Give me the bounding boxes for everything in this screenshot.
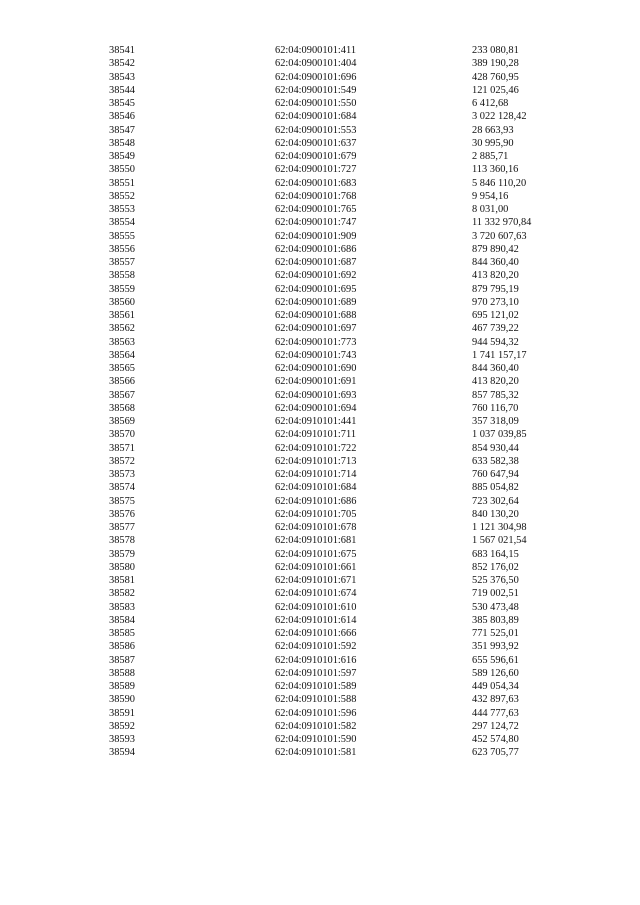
row-number: 38578	[109, 535, 135, 547]
table-row	[109, 495, 589, 508]
table-row	[109, 216, 589, 229]
row-number: 38559	[109, 283, 135, 295]
cadastral-value: 432 897,63	[472, 694, 519, 706]
row-number: 38570	[109, 429, 135, 441]
cadastral-value: 449 054,34	[472, 681, 519, 692]
cadastral-number: 62:04:0910101:614	[275, 614, 357, 626]
table-row	[109, 322, 589, 335]
cadastral-number: 62:04:0900101:694	[275, 402, 357, 414]
table-row	[109, 71, 589, 84]
cadastral-number: 62:04:0900101:747	[275, 217, 357, 229]
row-number: 38560	[109, 296, 135, 308]
cadastral-value: 357 318,09	[472, 416, 519, 427]
cadastral-value: 1 741 157,17	[472, 349, 527, 361]
table-row	[109, 587, 589, 600]
table-row	[109, 667, 589, 680]
row-number: 38555	[109, 230, 135, 242]
cadastral-value: 879 890,42	[472, 243, 519, 255]
table-row	[109, 150, 589, 163]
cadastral-number: 62:04:0910101:441	[275, 416, 357, 427]
cadastral-value: 1 121 304,98	[472, 522, 527, 533]
cadastral-value: 655 596,61	[472, 654, 519, 666]
row-number: 38562	[109, 323, 135, 335]
cadastral-number: 62:04:0900101:553	[275, 124, 357, 136]
table-row	[109, 57, 589, 70]
table-row	[109, 415, 589, 428]
table-row	[109, 283, 589, 296]
cadastral-number: 62:04:0900101:909	[275, 230, 357, 242]
table-row	[109, 163, 589, 176]
row-number: 38548	[109, 137, 135, 149]
cadastral-number: 62:04:0900101:549	[275, 84, 357, 96]
cadastral-value: 297 124,72	[472, 720, 519, 732]
table-row	[109, 97, 589, 110]
cadastral-value: 854 930,44	[472, 442, 519, 454]
cadastral-number: 62:04:0900101:697	[275, 323, 357, 335]
cadastral-number: 62:04:0910101:674	[275, 588, 357, 600]
cadastral-number: 62:04:0910101:714	[275, 469, 357, 480]
cadastral-value: 444 777,63	[472, 707, 519, 719]
table-row	[109, 601, 589, 614]
cadastral-number: 62:04:0910101:596	[275, 707, 357, 719]
row-number: 38573	[109, 469, 135, 480]
row-number: 38576	[109, 508, 135, 520]
table-row	[109, 693, 589, 706]
cadastral-value: 389 190,28	[472, 58, 519, 70]
cadastral-value: 30 995,90	[472, 137, 514, 149]
cadastral-value: 879 795,19	[472, 283, 519, 295]
row-number: 38584	[109, 614, 135, 626]
table-row	[109, 548, 589, 561]
cadastral-value: 530 473,48	[472, 601, 519, 613]
row-number: 38545	[109, 98, 135, 109]
cadastral-number: 62:04:0900101:695	[275, 283, 357, 295]
cadastral-number: 62:04:0900101:550	[275, 98, 357, 109]
row-number: 38577	[109, 522, 135, 533]
cadastral-number: 62:04:0910101:671	[275, 575, 357, 586]
row-number: 38546	[109, 111, 135, 123]
row-number: 38583	[109, 601, 135, 613]
cadastral-number: 62:04:0910101:589	[275, 681, 357, 692]
row-number: 38553	[109, 204, 135, 215]
cadastral-number: 62:04:0900101:773	[275, 336, 357, 348]
cadastral-value: 525 376,50	[472, 575, 519, 586]
cadastral-value: 2 885,71	[472, 151, 509, 162]
table-row	[109, 243, 589, 256]
table-row	[109, 375, 589, 388]
cadastral-value: 840 130,20	[472, 508, 519, 520]
cadastral-value: 844 360,40	[472, 363, 519, 374]
row-number: 38575	[109, 495, 135, 507]
table-row	[109, 269, 589, 282]
table-row	[109, 203, 589, 216]
table-row	[109, 481, 589, 494]
cadastral-number: 62:04:0910101:597	[275, 667, 357, 679]
row-number: 38566	[109, 376, 135, 388]
cadastral-value: 760 647,94	[472, 469, 519, 480]
table-row	[109, 654, 589, 667]
row-number: 38572	[109, 455, 135, 467]
cadastral-number: 62:04:0910101:590	[275, 734, 357, 745]
cadastral-value: 121 025,46	[472, 84, 519, 96]
row-number: 38557	[109, 257, 135, 268]
cadastral-number: 62:04:0900101:693	[275, 389, 357, 401]
table-row	[109, 110, 589, 123]
cadastral-value: 970 273,10	[472, 296, 519, 308]
cadastral-number: 62:04:0910101:686	[275, 495, 357, 507]
row-number: 38586	[109, 641, 135, 653]
row-number: 38550	[109, 164, 135, 176]
row-number: 38556	[109, 243, 135, 255]
cadastral-number: 62:04:0900101:404	[275, 58, 357, 70]
row-number: 38579	[109, 548, 135, 560]
table-row	[109, 733, 589, 746]
table-row	[109, 389, 589, 402]
row-number: 38574	[109, 482, 135, 494]
cadastral-value: 857 785,32	[472, 389, 519, 401]
row-number: 38590	[109, 694, 135, 706]
cadastral-number: 62:04:0900101:768	[275, 190, 357, 202]
cadastral-number: 62:04:0910101:666	[275, 628, 357, 639]
row-number: 38563	[109, 336, 135, 348]
cadastral-number: 62:04:0910101:610	[275, 601, 357, 613]
cadastral-number: 62:04:0900101:691	[275, 376, 357, 388]
row-number: 38551	[109, 177, 135, 189]
cadastral-number: 62:04:0910101:588	[275, 694, 357, 706]
table-row	[109, 230, 589, 243]
cadastral-number: 62:04:0900101:696	[275, 71, 357, 83]
cadastral-number: 62:04:0910101:681	[275, 535, 357, 547]
row-number: 38569	[109, 416, 135, 427]
cadastral-number: 62:04:0910101:661	[275, 561, 357, 573]
row-number: 38592	[109, 720, 135, 732]
row-number: 38554	[109, 217, 135, 229]
table-row	[109, 124, 589, 137]
row-number: 38593	[109, 734, 135, 745]
cadastral-number: 62:04:0900101:688	[275, 310, 357, 321]
row-number: 38542	[109, 58, 135, 70]
table-row	[109, 468, 589, 481]
cadastral-value: 11 332 970,84	[472, 217, 532, 229]
table-row	[109, 256, 589, 269]
cadastral-value: 589 126,60	[472, 667, 519, 679]
cadastral-number: 62:04:0900101:679	[275, 151, 357, 162]
cadastral-number: 62:04:0910101:678	[275, 522, 357, 533]
cadastral-number: 62:04:0910101:616	[275, 654, 357, 666]
table-row	[109, 336, 589, 349]
cadastral-number: 62:04:0900101:684	[275, 111, 357, 123]
cadastral-value: 351 993,92	[472, 641, 519, 653]
cadastral-value: 3 022 128,42	[472, 111, 527, 123]
cadastral-value: 3 720 607,63	[472, 230, 527, 242]
cadastral-number: 62:04:0910101:722	[275, 442, 357, 454]
cadastral-value: 760 116,70	[472, 402, 519, 414]
row-number: 38543	[109, 71, 135, 83]
cadastral-value: 844 360,40	[472, 257, 519, 268]
cadastral-value: 5 846 110,20	[472, 177, 527, 189]
table-row	[109, 534, 589, 547]
cadastral-number: 62:04:0910101:582	[275, 720, 357, 732]
row-number: 38544	[109, 84, 135, 96]
row-number: 38582	[109, 588, 135, 600]
table-row	[109, 362, 589, 375]
row-number: 38581	[109, 575, 135, 586]
cadastral-value: 385 803,89	[472, 614, 519, 626]
cadastral-number: 62:04:0900101:686	[275, 243, 357, 255]
table-row	[109, 349, 589, 362]
row-number: 38594	[109, 747, 135, 759]
cadastral-number: 62:04:0910101:713	[275, 455, 357, 467]
cadastral-value: 683 164,15	[472, 548, 519, 560]
row-number: 38588	[109, 667, 135, 679]
cadastral-number: 62:04:0910101:675	[275, 548, 357, 560]
cadastral-number: 62:04:0900101:743	[275, 349, 357, 361]
table-row	[109, 296, 589, 309]
row-number: 38589	[109, 681, 135, 692]
cadastral-number: 62:04:0910101:581	[275, 747, 357, 759]
cadastral-value: 623 705,77	[472, 747, 519, 759]
table-row	[109, 309, 589, 322]
row-number: 38585	[109, 628, 135, 639]
cadastral-value: 1 567 021,54	[472, 535, 527, 547]
table-row	[109, 720, 589, 733]
table-row	[109, 402, 589, 415]
row-number: 38547	[109, 124, 135, 136]
cadastral-value: 28 663,93	[472, 124, 514, 136]
cadastral-value: 723 302,64	[472, 495, 519, 507]
cadastral-number: 62:04:0910101:592	[275, 641, 357, 653]
table-row	[109, 746, 589, 759]
cadastral-number: 62:04:0900101:689	[275, 296, 357, 308]
cadastral-value: 633 582,38	[472, 455, 519, 467]
cadastral-value: 9 954,16	[472, 190, 509, 202]
cadastral-number: 62:04:0910101:711	[275, 429, 357, 441]
cadastral-value: 233 080,81	[472, 45, 519, 56]
row-number: 38587	[109, 654, 135, 666]
row-number: 38571	[109, 442, 135, 454]
table-row	[109, 614, 589, 627]
row-number: 38564	[109, 349, 135, 361]
table-row	[109, 508, 589, 521]
table-row	[109, 707, 589, 720]
cadastral-value: 467 739,22	[472, 323, 519, 335]
cadastral-number: 62:04:0910101:705	[275, 508, 357, 520]
cadastral-number: 62:04:0900101:692	[275, 270, 357, 282]
cadastral-number: 62:04:0900101:727	[275, 164, 357, 176]
table-row	[109, 442, 589, 455]
row-number: 38568	[109, 402, 135, 414]
cadastral-value: 6 412,68	[472, 98, 509, 109]
row-number: 38565	[109, 363, 135, 374]
cadastral-value: 452 574,80	[472, 734, 519, 745]
cadastral-number: 62:04:0900101:637	[275, 137, 357, 149]
table-row	[109, 521, 589, 534]
row-number: 38591	[109, 707, 135, 719]
row-number: 38580	[109, 561, 135, 573]
row-number: 38549	[109, 151, 135, 162]
cadastral-number: 62:04:0900101:411	[275, 45, 357, 56]
table-row	[109, 137, 589, 150]
row-number: 38541	[109, 45, 135, 56]
cadastral-number: 62:04:0900101:683	[275, 177, 357, 189]
row-number: 38558	[109, 270, 135, 282]
cadastral-value: 852 176,02	[472, 561, 519, 573]
table-row	[109, 640, 589, 653]
table-row	[109, 177, 589, 190]
cadastral-value: 695 121,02	[472, 310, 519, 321]
table-row	[109, 561, 589, 574]
row-number: 38552	[109, 190, 135, 202]
table-row	[109, 84, 589, 97]
cadastral-value: 428 760,95	[472, 71, 519, 83]
cadastral-number: 62:04:0900101:690	[275, 363, 357, 374]
row-number: 38561	[109, 310, 135, 321]
cadastral-value: 413 820,20	[472, 376, 519, 388]
cadastral-value: 944 594,32	[472, 336, 519, 348]
table-row	[109, 455, 589, 468]
cadastral-value: 113 360,16	[472, 164, 519, 176]
cadastral-value: 1 037 039,85	[472, 429, 527, 441]
cadastral-value: 8 031,00	[472, 204, 509, 215]
table-row	[109, 680, 589, 693]
table-row	[109, 190, 589, 203]
table-row	[109, 428, 589, 441]
cadastral-value: 413 820,20	[472, 270, 519, 282]
cadastral-number: 62:04:0900101:765	[275, 204, 357, 215]
cadastral-value: 719 002,51	[472, 588, 519, 600]
cadastral-value: 885 054,82	[472, 482, 519, 494]
table-row	[109, 574, 589, 587]
row-number: 38567	[109, 389, 135, 401]
cadastral-number: 62:04:0910101:684	[275, 482, 357, 494]
cadastral-value: 771 525,01	[472, 628, 519, 639]
data-table	[109, 44, 589, 760]
table-row	[109, 627, 589, 640]
table-row	[109, 44, 589, 57]
cadastral-number: 62:04:0900101:687	[275, 257, 357, 268]
